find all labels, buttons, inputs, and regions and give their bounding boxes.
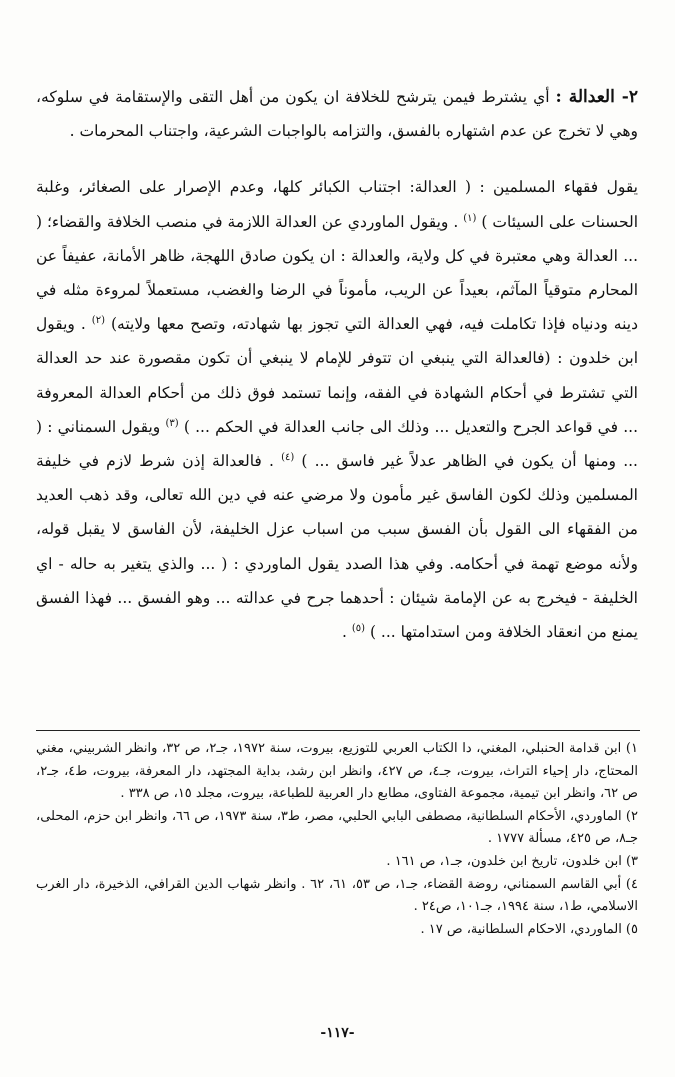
paragraph-gap xyxy=(36,148,638,170)
footnote-3: ٣) ابن خلدون، تاريخ ابن خلدون، جـ١، ص ١٦١ . xyxy=(386,853,638,869)
main-text xyxy=(36,80,638,649)
body-text-3: . ويقول ابن خلدون : (فالعدالة التي ينبغي ان تتوفر للإمام لا ينبغي أن تكون مقصورة عند حد العدالة التي تشترط في أحكام الشهادة في الفقه، وإنما تستمد فوق ذلك من أحكام العدالة المعروفة ... في قواعد الجرح والتعديل ... وذلك الى جانب العدالة في الحكم ... ) xyxy=(36,315,638,436)
footnote-ref-5: (٥) xyxy=(351,622,366,634)
footnote-2: ٢) الماوردي، الأحكام السلطانية، مصطفى البابي الحلبي، مصر، ط٣، سنة ١٩٧٣، ص ٦٦، وانظر ابن حزم، المحلى، جـ٨، ص ٤٢٥، مسألة ١٧٧٧ . xyxy=(36,808,638,847)
body-text-2: . ويقول الماوردي عن العدالة اللازمة في منصب الخلافة والقضاء؛ ( ... العدالة وهي معتبرة في كل ولاية، والعدالة : ان يكون صادق اللهجة، ظاهر الأمانة، عفيفاً عن المحارم متوقياً المآثم، بعيداً عن الريب، مأموناً في الرضا والغضب، مستعملاً لمروءة مثله في دينه ودنياه فإذا تكاملت فيه، فهي العدالة التي تجوز بها شهادته، وتصح معها ولايته) xyxy=(36,212,639,334)
section-heading: ٢- العدالة : xyxy=(555,87,638,107)
body-text-1: يقول فقهاء المسلمين : ( العدالة: اجتناب الكبائر كلها، وعدم الإصرار على الصغائر، وغلبة الحسنات على السيئات ) xyxy=(36,178,638,231)
body-text-4: ويقول السمناني : ( ... ومنها أن يكون في الظاهر عدلاً غير فاسق ... ) xyxy=(36,417,638,471)
page-number: -١١٧- xyxy=(320,1025,355,1041)
footnote-ref-2: (٢) xyxy=(91,315,105,327)
footnote-ref-1: (١) xyxy=(463,212,477,224)
body-text-5: . فالعدالة إذن شرط لازم في خليفة المسلمين وذلك لكون الفاسق غير مأمون ولا مرضي عنه في دين الله تعالى، وقد ذهب العديد من الفقهاء الى القول بأن الفسق سبب من اسباب عزل الخليفة، لأن الفاسق لا يقبل قوله، ولأنه موضع تهمة في أحكامه. وفي هذا الصدد يقول الماوردي : ( ... والذي يتغير به حاله - اي الخليفة - فيخرج به عن الإمامة شيئان : أحدهما جرح في عدالته ... وهو الفسق ... فهذا الفسق يمنع من انعقاد الخلافة ومن استدامتها ... ) xyxy=(36,452,638,642)
footnote-divider xyxy=(36,730,640,731)
footnote-5: ٥) الماوردي، الاحكام السلطانية، ص ١٧ . xyxy=(420,921,638,937)
footnote-4: ٤) أبي القاسم السمناني، روضة القضاء، جـ١، ص ٥٣، ٦١، ٦٢ . وانظر شهاب الدين القرافي، الذخيرة، دار الغرب الاسلامي، ط١، سنة ١٩٩٤، جـ١٠١، ص٢٤ . xyxy=(36,876,638,915)
paragraph-intro xyxy=(36,80,638,148)
footnote-ref-3: (٣) xyxy=(165,417,179,429)
footnotes xyxy=(36,738,638,941)
paragraph-body xyxy=(36,170,638,649)
footnote-1: ١) ابن قدامة الحنبلي، المغني، دا الكتاب العربي للتوزيع، بيروت، سنة ١٩٧٢، جـ٢، ص ٣٢، وانظر الشربيني، مغني المحتاج، دار إحياء التراث، بيروت، جـ٤، ص ٤٢٧، وانظر ابن رشد، بداية المجتهد، دار المعرفة، بيروت، ط٤، جـ٢، ص ٦٢، وانظر ابن تيمية، مجموعة الفتاوى، مطابع دار العربية للطباعة، بيروت، مجلد ١٥، ص ٣٣٨ . xyxy=(36,741,638,802)
paragraph-intro-text: أي يشترط فيمن يترشح للخلافة ان يكون من أهل التقى والإستقامة في سلوكه، وهي لا تخرج عن عدم اشتهاره بالفسق، والتزامه بالواجبات الشرعية، واجتناب المحرمات . xyxy=(36,88,638,141)
body-text-6: . xyxy=(341,623,347,642)
footnote-ref-4: (٤) xyxy=(281,451,295,463)
